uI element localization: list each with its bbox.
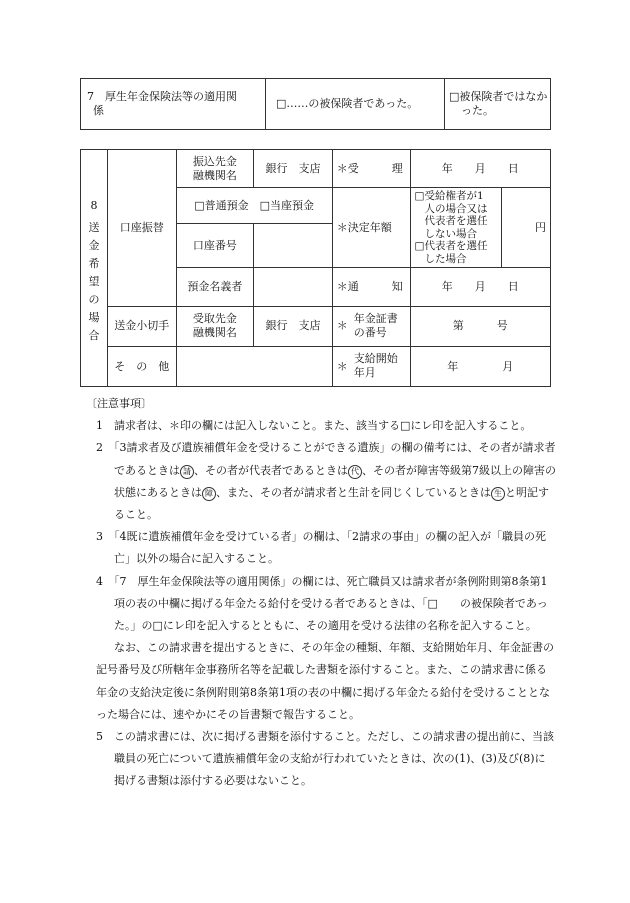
furikomi-bank-label: 振込先金 融機関名 [176,150,254,188]
section7-option-insured[interactable]: □……の被保険者であった。 [266,79,445,130]
juri-label: ＊受 理 [332,150,410,188]
note-1: 1 請求者は、＊印の欄には記入しないこと。また、該当する□にレ印を記入すること。 [96,419,532,433]
circled-sei2-mark: 生 [491,487,505,501]
note-2: 2 「3請求者及び遺族補償年金を受けることができる遺族」の欄の備考には、その者が請求者であるときは 請 、その者が代表者であるときは 代 、その者が障害等級第7級以上の障害の状態にあるときは 障 、また、その者が請求者と生計を同じくしているときは 生 と明記すること。 [96,441,556,522]
kaishi-month-field[interactable]: 年 月 [410,346,550,386]
circled-sho-mark: 障 [202,487,216,501]
tsuchi-label: ＊通 知 [332,268,410,306]
furikomi-bank-field[interactable]: 銀行 支店 [254,150,333,188]
account-type-checkboxes[interactable]: □普通預金 □当座預金 [176,188,332,224]
section8-vertical-label: 8 送 金 希 望 の 場 合 [81,150,108,387]
note-5: 5 この請求書には、次に掲げる書類を添付すること。ただし、この請求書の提出前に、当該職員の死亡について遺族補償年金の支給が行われていたときは、次の(1)、(3)及び(8)に掲げる書類は添付する必要はないこと。 [96,730,554,788]
shosho-label: ＊ 年金証書 の番号 [332,306,410,346]
account-number-field[interactable] [254,224,333,268]
sonota-label: そ の 他 [107,346,176,386]
sokin-kogitte-label: 送金小切手 [107,306,176,346]
shosho-number-field[interactable]: 第 号 [410,306,550,346]
uketori-bank-field[interactable]: 銀行 支店 [254,306,333,346]
notes-section [86,393,556,793]
koza-furikae-label: 口座振替 [107,150,176,307]
notes-header: 〔注意事項〕 [86,397,152,410]
circled-sei-mark: 請 [180,465,194,479]
kettei-amount-field[interactable]: 円 [502,188,551,268]
note-4: 4 「7 厚生年金保険法等の適用関係」の欄には、死亡職員又は請求者が条例附則第8条第1項の表の中欄に掲げる年金たる給付を受ける者であるときは、「□ の被保険者であった。」の□にレ印を記入するとともに、その適用を受ける法律の名称を記入すること。 [96,574,548,633]
section7-option-not-insured[interactable]: □被保険者ではなか った。 [445,79,551,130]
account-holder-label: 預金名義者 [176,268,254,306]
uketori-bank-label: 受取先金 融機関名 [176,306,254,346]
account-holder-field[interactable] [254,268,333,306]
kaishi-label: ＊ 支給開始 年月 [332,346,410,386]
sonota-field[interactable] [176,346,332,386]
recipient-condition-checkboxes[interactable]: □受給権者が1 人の場合又は 代表者を選任 しない場合 □代表者を選任 した場合 [410,188,502,268]
note-3: 3 「4既に遺族補償年金を受けている者」の欄は、「2請求の事由」の欄の記入が「職員の死亡」以外の場合に記入すること。 [96,530,546,566]
juri-date-field[interactable]: 年 月 日 [410,150,550,188]
kettei-label: ＊決定年額 [332,188,410,268]
tsuchi-date-field[interactable]: 年 月 日 [410,268,550,306]
section7-label: 7 厚生年金保険法等の適用関 係 [81,79,266,130]
section7-table [80,78,551,130]
note-4-paragraph: なお、この請求書を提出するときに、その年金の種類、年額、支給開始年月、年金証書の記号番号及び所轄年金事務所名等を記載した書類を添付すること。また、この請求書に係る年金の支給決定後に条例附則第8条第1項の表の中欄に掲げる年金たる給付を受けることとなった場合には、速やかにその旨書類で報告すること。 [96,641,554,721]
circled-dai-mark: 代 [348,465,362,479]
section8-table [80,149,551,387]
account-number-label: 口座番号 [176,224,254,268]
